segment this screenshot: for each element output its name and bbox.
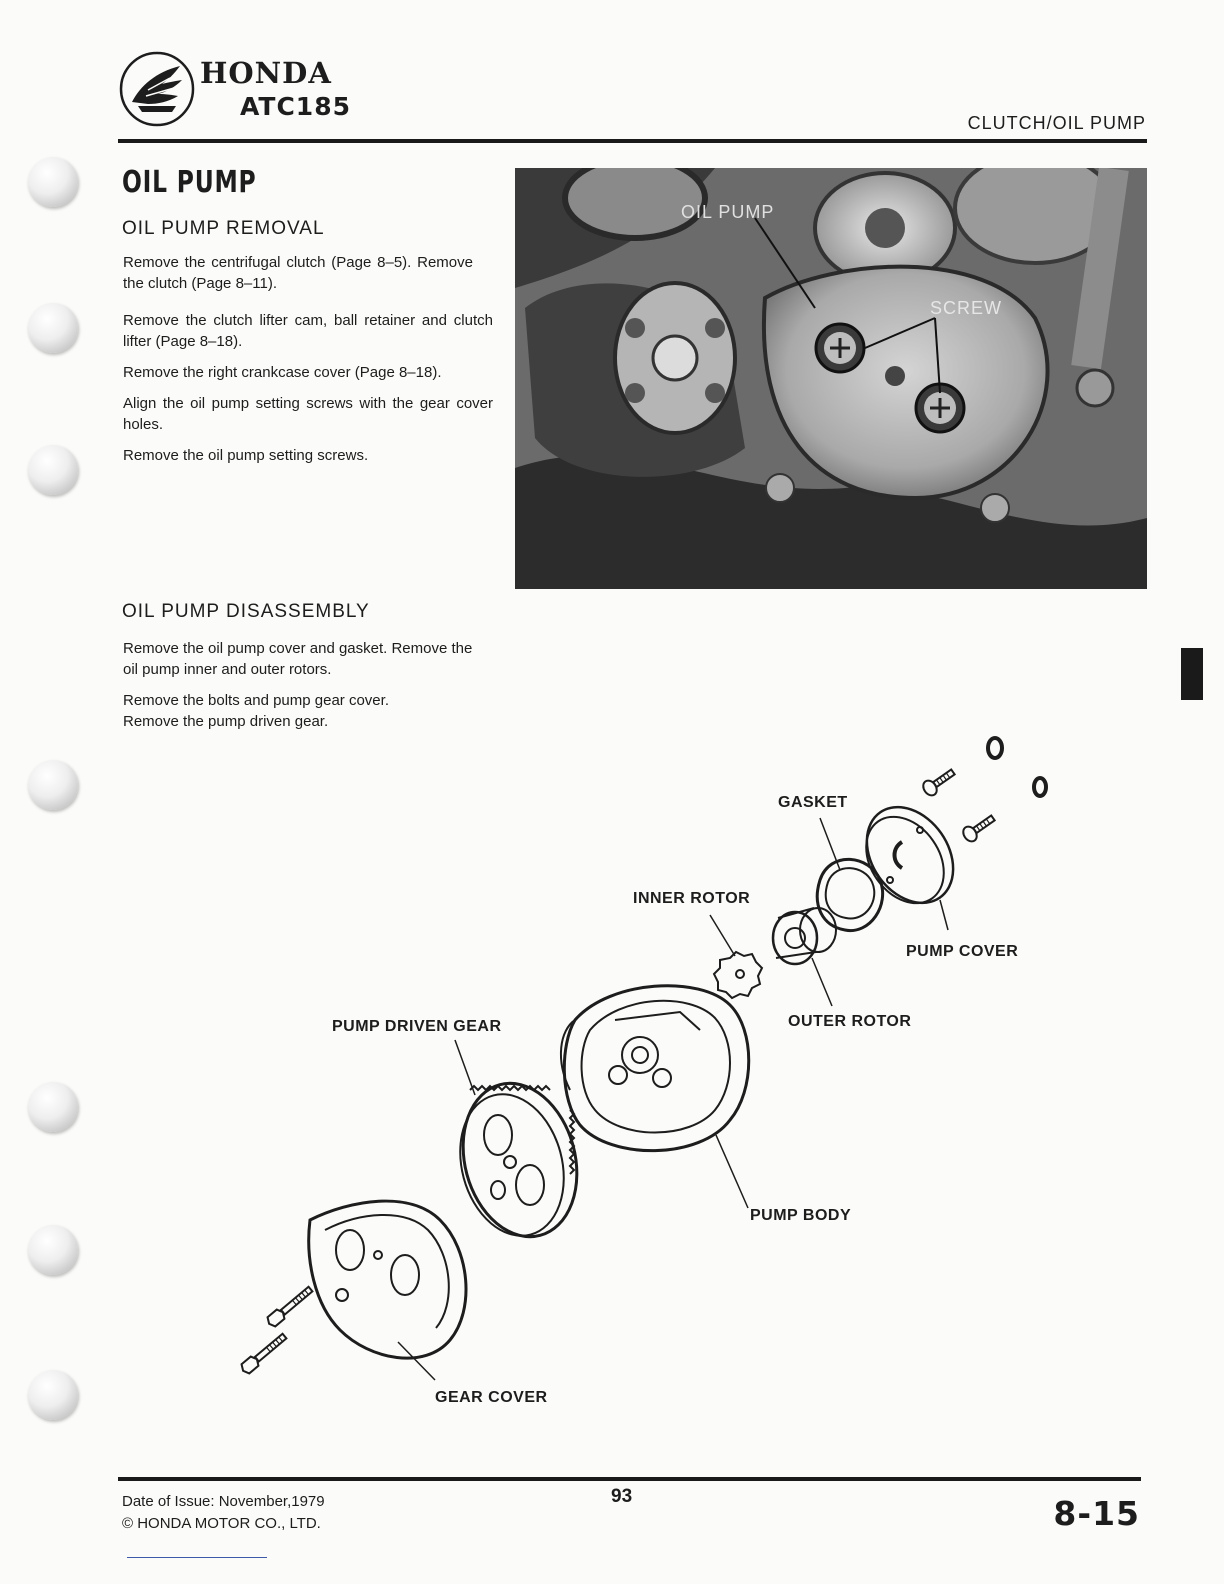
- footer-left: [122, 1491, 325, 1535]
- outer-rotor-part: [773, 908, 836, 964]
- binder-hole: [28, 303, 78, 353]
- photo-label-screw: SCREW: [930, 298, 1002, 318]
- oil-pump-photo: [515, 168, 1147, 589]
- page-title: OIL PUMP: [122, 165, 257, 200]
- gear-cover-part: [309, 1201, 466, 1358]
- label-outer-rotor: OUTER ROTOR: [788, 1013, 912, 1030]
- section-title: CLUTCH/OIL PUMP: [967, 113, 1146, 133]
- header-rule: [118, 139, 1147, 143]
- binder-hole: [28, 760, 78, 810]
- disassembly-step: Remove the bolts and pump gear cover. Remove the pump driven gear.: [123, 692, 389, 730]
- disassembly-step: Remove the oil pump cover and gasket. Remove the oil pump inner and outer rotors.: [123, 640, 473, 678]
- binder-hole: [28, 1082, 78, 1132]
- label-inner-rotor: INNER ROTOR: [633, 890, 751, 907]
- disassembly-steps: [123, 638, 483, 732]
- removal-step: Remove the centrifugal clutch (Page 8–5). Remove the clutch (Page 8–11).: [123, 254, 473, 292]
- removal-steps: [123, 252, 493, 466]
- chapter-tab: [1181, 648, 1203, 700]
- pump-body-part: [561, 986, 749, 1151]
- removal-step: Remove the right crankcase cover (Page 8–18).: [123, 364, 442, 381]
- disassembly-heading: OIL PUMP DISASSEMBLY: [122, 601, 370, 622]
- o-ring: [1034, 778, 1046, 796]
- footer-rule: [118, 1477, 1141, 1481]
- label-gear-cover: GEAR COVER: [435, 1389, 548, 1406]
- bolt: [239, 1331, 288, 1375]
- binder-hole: [28, 1225, 78, 1275]
- bottom-line: [127, 1557, 267, 1558]
- issue-date: Date of Issue: November,1979: [122, 1493, 325, 1510]
- inner-rotor-part: [714, 952, 762, 998]
- gasket-part: [817, 859, 882, 930]
- pump-driven-gear-part: [445, 1070, 593, 1249]
- model-name: ATC185: [240, 92, 351, 121]
- label-pump-driven-gear: PUMP DRIVEN GEAR: [332, 1018, 502, 1035]
- binder-hole: [28, 445, 78, 495]
- copyright: © HONDA MOTOR CO., LTD.: [122, 1515, 321, 1532]
- removal-step: Remove the clutch lifter cam, ball retainer and clutch lifter (Page 8–18).: [123, 312, 493, 350]
- header: [0, 0, 1224, 150]
- photo-label-oil-pump: OIL PUMP: [681, 202, 775, 222]
- exploded-diagram: [230, 730, 1090, 1410]
- page-number: 93: [611, 1486, 633, 1507]
- binder-hole: [28, 157, 78, 207]
- chapter-page-number: 8-15: [1053, 1494, 1140, 1533]
- screw: [920, 765, 957, 798]
- binder-hole: [28, 1370, 78, 1420]
- removal-heading: OIL PUMP REMOVAL: [122, 218, 325, 239]
- engine-photo-illustration: [515, 168, 1147, 589]
- label-pump-body: PUMP BODY: [750, 1207, 852, 1224]
- bolt: [265, 1284, 314, 1328]
- screw: [960, 811, 997, 844]
- removal-step: Remove the oil pump setting screws.: [123, 447, 369, 464]
- label-gasket: GASKET: [778, 794, 848, 811]
- brand-name: HONDA: [200, 56, 332, 90]
- o-ring: [988, 738, 1002, 758]
- label-pump-cover: PUMP COVER: [906, 943, 1019, 960]
- honda-wing-logo: [118, 50, 196, 128]
- removal-step: Align the oil pump setting screws with the gear cover holes.: [123, 395, 493, 433]
- pump-cover-part: [849, 791, 971, 920]
